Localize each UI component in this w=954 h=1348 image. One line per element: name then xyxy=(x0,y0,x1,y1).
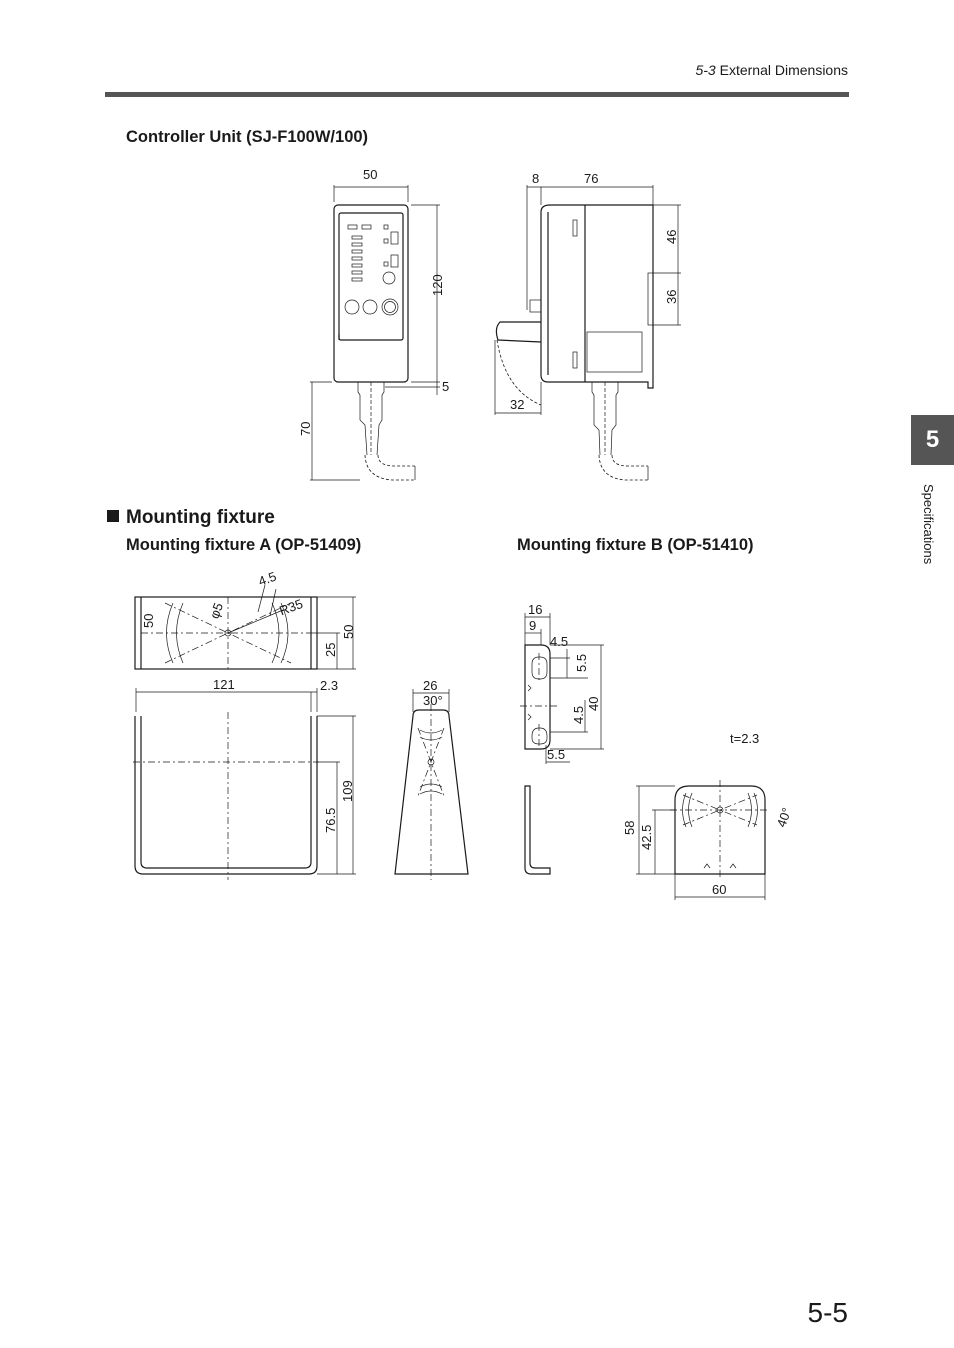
dim-controller-depth-extra: 8 xyxy=(532,171,540,186)
fixture-b-side-profile xyxy=(520,602,604,764)
dim-fixture-b-angle: 40° xyxy=(773,805,795,830)
dim-fixture-b-slot-gap-top: 5.5 xyxy=(574,653,589,672)
dim-fixture-b-slot-gap-bottom: 5.5 xyxy=(547,747,566,762)
dim-fixture-a-total-height: 109 xyxy=(340,780,355,802)
fixture-a-front-view xyxy=(133,677,356,880)
page-number: 5-5 xyxy=(807,1297,848,1328)
dim-controller-right-upper: 46 xyxy=(664,229,679,244)
dim-controller-gap: 5 xyxy=(442,379,450,394)
dim-controller-width: 50 xyxy=(363,167,378,182)
dim-fixture-b-slot-bottom: 4.5 xyxy=(571,705,586,724)
chapter-tab: 5 xyxy=(911,415,954,465)
dim-controller-cable: 70 xyxy=(298,421,313,436)
fixture-b-edge-view xyxy=(525,786,550,874)
fixture-b-plate-view xyxy=(622,780,794,900)
controller-front-view xyxy=(298,167,449,480)
dim-fixture-b-plate-height: 58 xyxy=(622,820,637,835)
fixture-b-heading: Mounting fixture B (OP-51410) xyxy=(517,536,754,554)
dim-fixture-a-radius: R35 xyxy=(277,596,305,619)
controller-heading: Controller Unit (SJ-F100W/100) xyxy=(126,128,369,146)
dim-fixture-b-inner: 9 xyxy=(529,618,537,633)
header-section-number: 5-3 xyxy=(695,62,716,78)
dim-fixture-b-width: 60 xyxy=(712,882,727,897)
dim-controller-right-lower: 36 xyxy=(664,289,679,304)
dim-fixture-a-slot: 4.5 xyxy=(256,568,279,589)
fixture-a-side-view xyxy=(395,678,468,880)
dim-controller-depth: 76 xyxy=(584,171,599,186)
dim-fixture-a-left-height: 50 xyxy=(141,613,156,628)
dim-fixture-b-height: 40 xyxy=(586,696,601,711)
dim-fixture-b-slot-top: 4.5 xyxy=(550,634,569,649)
header-title: External Dimensions xyxy=(719,62,848,78)
dim-fixture-a-side-top: 26 xyxy=(423,678,438,693)
dim-fixture-b-hole-height: 42.5 xyxy=(639,824,654,850)
dim-controller-height: 120 xyxy=(430,274,445,296)
dim-fixture-a-phi: φ5 xyxy=(206,600,227,621)
dim-fixture-a-width: 121 xyxy=(213,677,235,692)
dim-fixture-a-hole-height: 76.5 xyxy=(323,807,338,833)
mounting-heading-text: Mounting fixture xyxy=(126,507,275,528)
dim-fixture-a-half-height: 25 xyxy=(323,642,338,657)
dim-fixture-b-top: 16 xyxy=(528,602,543,617)
fixture-a-top-view xyxy=(135,569,356,669)
dim-controller-cable-bend: 32 xyxy=(510,397,525,412)
controller-side-view xyxy=(495,171,681,480)
dim-fixture-a-thickness: 2.3 xyxy=(320,678,339,693)
fixture-b-thickness-note: t=2.3 xyxy=(730,731,760,746)
dim-fixture-a-angle: 30° xyxy=(423,693,443,708)
chapter-side-label: Specifications xyxy=(921,484,936,565)
fixture-a-heading: Mounting fixture A (OP-51409) xyxy=(126,536,362,554)
dim-fixture-a-right-height: 50 xyxy=(341,624,356,639)
